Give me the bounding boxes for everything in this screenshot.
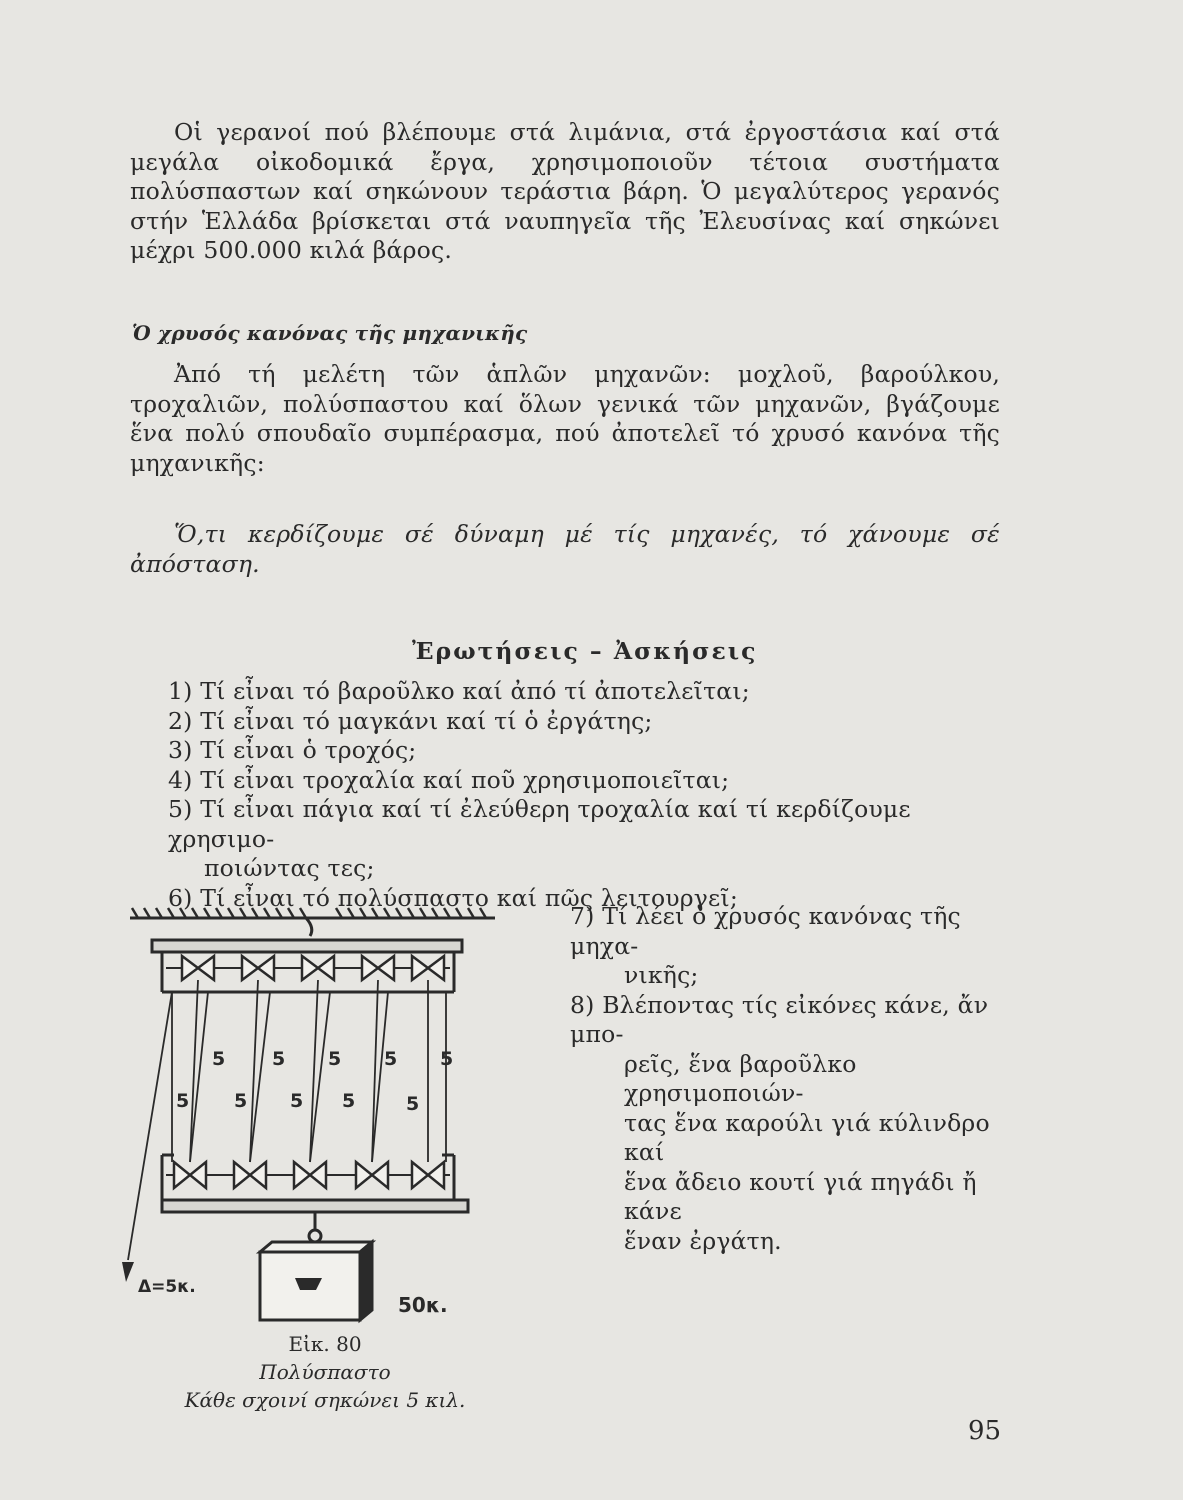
- rope-label: 5: [440, 1048, 454, 1070]
- rope-label: 5: [328, 1048, 342, 1070]
- question-8-line-2: ρεῖς, ἕνα βαροῦλκο χρησιμοποιών-: [624, 1049, 857, 1107]
- question-4: 4) Τί εἶναι τροχαλία καί ποῦ χρησιμοποιεῖται;: [168, 765, 730, 794]
- question-6: 6) Τί εἶναι τό πολύσπαστο καί πῶς λειτουργεῖ;: [168, 883, 738, 912]
- rope-label: 5: [234, 1090, 248, 1112]
- figure-title: Πολύσπαστο: [259, 1360, 391, 1384]
- questions-list-right: [570, 902, 1000, 1256]
- rope-label: 5: [384, 1048, 398, 1070]
- pulley-system-figure: [110, 900, 510, 1330]
- question-8-line-5: ἕναν ἐργάτη.: [624, 1226, 782, 1255]
- rope-label: 5: [406, 1093, 420, 1115]
- rope-label: 5: [176, 1090, 190, 1112]
- page-number: 95: [968, 1416, 1002, 1446]
- question-7-continued: νικῆς;: [624, 961, 699, 989]
- questions-heading: Ἐρωτήσεις – Ἀσκήσεις: [412, 637, 758, 665]
- paragraph-simple-machines: Ἀπό τή μελέτη τῶν ἁπλῶν μηχανῶν: μοχλοῦ, βαρούλκου, τροχαλιῶν, πολύσπαστου καί ὅλων γενικά τῶν μηχανῶν, βγάζουμε ἕνα πολύ σπουδαῖο συμπέρασμα, πού ἀποτελεῖ τό χρυσό κανόνα τῆς μηχανικῆς:: [130, 360, 1000, 477]
- figure-note: Κάθε σχοινί σηκώνει 5 κιλ.: [184, 1388, 466, 1412]
- section-heading-golden-rule: Ὁ χρυσός κανόνας τῆς μηχανικῆς: [132, 321, 528, 345]
- arrow-down-icon: [122, 1262, 134, 1282]
- question-1: 1) Τί εἶναι τό βαροῦλκο καί ἀπό τί ἀποτελεῖται;: [168, 677, 750, 705]
- question-3: 3) Τί εἶναι ὁ τροχός;: [168, 736, 417, 764]
- questions-list: [168, 677, 968, 913]
- rope-label: 5: [272, 1048, 286, 1070]
- figure-number: Εἰκ. 80: [288, 1332, 362, 1356]
- question-5: 5) Τί εἶναι πάγια καί τί ἐλεύθερη τροχαλία καί τί κερδίζουμε χρησιμο-: [168, 795, 911, 853]
- question-2: 2) Τί εἶναι τό μαγκάνι καί τί ὁ ἐργάτης;: [168, 706, 653, 735]
- weight-label: 50κ.: [398, 1293, 448, 1317]
- question-8-line-3: τας ἕνα καρούλι γιά κύλινδρο καί: [624, 1108, 990, 1166]
- rope-label: 5: [290, 1090, 304, 1112]
- figure-caption: [180, 1330, 470, 1414]
- question-8-line-4: ἕνα ἄδειο κουτί γιά πηγάδι ἤ κάνε: [624, 1167, 977, 1225]
- weight-box: [260, 1242, 372, 1320]
- ropes: [128, 980, 446, 1260]
- golden-rule-statement: Ὅ,τι κερδίζουμε σέ δύναμη μέ τίς μηχανές, τό χάνουμε σέ ἀπόσταση.: [130, 520, 1000, 578]
- ceiling-beam: [130, 908, 495, 936]
- lower-pulley-block: [162, 1155, 468, 1242]
- question-7: 7) Τί λέει ὁ χρυσός κανόνας τῆς μηχα-: [570, 902, 961, 960]
- rope-label: 5: [212, 1048, 226, 1070]
- force-label: Δ=5κ.: [138, 1277, 196, 1297]
- paragraph-cranes: Οἱ γερανοί πού βλέπουμε στά λιμάνια, στά ἐργοστάσια καί στά μεγάλα οἰκοδομικά ἔργα, χρησιμοποιοῦν τέτοια συστήματα πολύσπαστων καί σηκώνουν τεράστια βάρη. Ὁ μεγαλύτερος γερανός στήν Ἑλλάδα βρίσκεται στά ναυπηγεῖα τῆς Ἐλευσίνας καί σηκώνει μέχρι 500.000 κιλά βάρος.: [130, 118, 1000, 264]
- question-5-continued: ποιώντας τες;: [204, 854, 375, 882]
- question-8: 8) Βλέποντας τίς εἰκόνες κάνε, ἄν μπο-: [570, 990, 989, 1048]
- rope-label: 5: [342, 1090, 356, 1112]
